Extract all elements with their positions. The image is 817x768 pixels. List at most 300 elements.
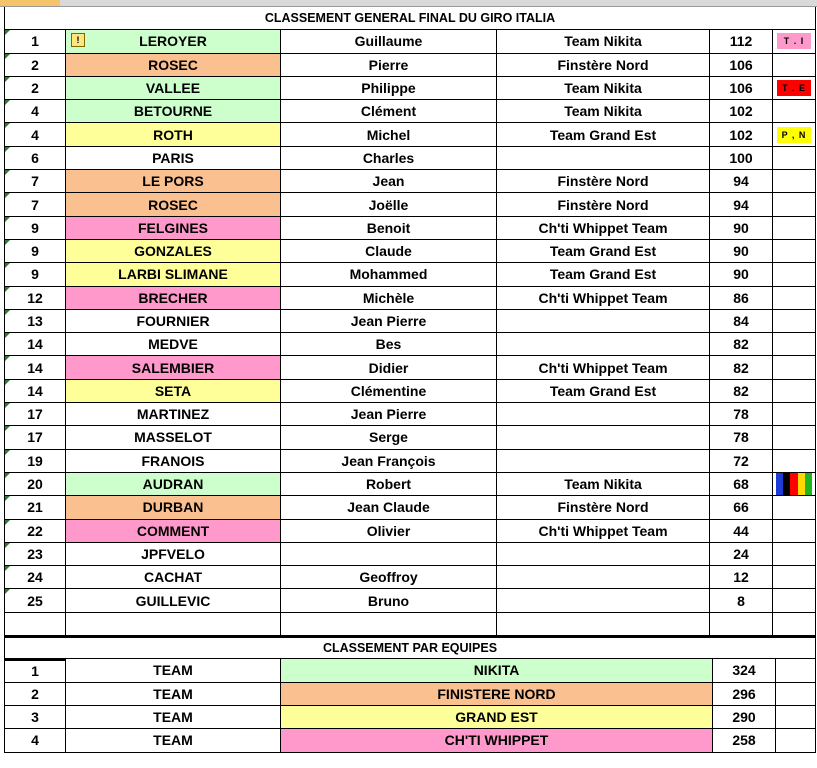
points-cell-text: 12 (733, 569, 749, 586)
rank-cell-text: 2 (31, 56, 39, 73)
firstname-cell-text: Jean Pierre (350, 313, 427, 329)
points-cell-text: 82 (733, 382, 749, 399)
firstname-cell-text: Olivier (366, 522, 411, 539)
cell-comment-marker (5, 380, 10, 385)
team-rank-cell-text: 3 (31, 709, 39, 726)
surname-cell-text: ROSEC (148, 196, 198, 213)
firstname-cell[interactable] (281, 403, 497, 426)
team-empty-cell[interactable] (776, 706, 816, 729)
rank-cell[interactable] (4, 473, 66, 496)
rider-row (4, 263, 816, 286)
cell-comment-marker (5, 333, 10, 338)
team-cell-text: Finstère Nord (557, 56, 649, 73)
team-cell[interactable] (497, 147, 710, 170)
firstname-cell[interactable] (281, 520, 497, 543)
rider-row (4, 543, 816, 566)
firstname-cell-text: Joëlle (368, 196, 409, 213)
rank-cell-text: 4 (31, 126, 39, 143)
team-cell-text: Team Grand Est (549, 266, 657, 283)
cell-comment-marker (5, 193, 10, 198)
rank-cell-text: 24 (27, 569, 43, 586)
empty-cell[interactable] (773, 613, 816, 636)
jersey-cell[interactable] (773, 170, 816, 193)
firstname-cell-text: Guillaume (354, 33, 423, 50)
jersey-cell[interactable] (773, 426, 816, 449)
jersey-cell[interactable] (773, 77, 816, 100)
firstname-cell[interactable] (281, 473, 497, 496)
points-cell-text: 106 (729, 56, 753, 73)
points-cell-text: 94 (733, 173, 749, 190)
surname-cell[interactable] (66, 217, 281, 240)
cell-comment-marker (5, 54, 10, 59)
rank-cell[interactable] (4, 170, 66, 193)
surname-cell-text: MEDVE (148, 336, 198, 353)
rank-cell[interactable] (4, 193, 66, 216)
rainbow-jersey-icon (776, 473, 812, 495)
cell-comment-marker (5, 310, 10, 315)
surname-cell[interactable] (66, 333, 281, 356)
empty-row (4, 613, 816, 636)
surname-cell[interactable] (66, 54, 281, 77)
surname-cell[interactable] (66, 310, 281, 333)
points-cell[interactable] (710, 543, 773, 566)
rank-cell[interactable] (4, 333, 66, 356)
team-rank-cell-text: 1 (31, 663, 39, 680)
firstname-cell-text: Jean Pierre (350, 406, 427, 423)
team-cell[interactable] (497, 100, 710, 123)
firstname-cell[interactable] (281, 589, 497, 612)
empty-cell[interactable] (281, 613, 497, 636)
rider-row (4, 473, 816, 496)
surname-cell[interactable] (66, 589, 281, 612)
points-cell[interactable] (710, 356, 773, 379)
rank-cell[interactable] (4, 263, 66, 286)
rank-cell[interactable] (4, 356, 66, 379)
jersey-cell[interactable] (773, 520, 816, 543)
team-cell[interactable] (497, 287, 710, 310)
surname-cell-text: VALLEE (145, 80, 201, 97)
surname-cell[interactable] (66, 450, 281, 473)
jersey-cell[interactable] (773, 543, 816, 566)
rank-cell[interactable] (4, 450, 66, 473)
surname-cell[interactable] (66, 520, 281, 543)
rider-row (4, 30, 816, 53)
points-cell-text: 100 (729, 149, 753, 166)
team-cell[interactable] (497, 310, 710, 333)
rider-row (4, 333, 816, 356)
firstname-cell[interactable] (281, 566, 497, 589)
team-label-cell[interactable] (66, 729, 281, 752)
firstname-cell[interactable] (281, 310, 497, 333)
surname-cell-text: LE PORS (142, 173, 204, 190)
rider-row (4, 520, 816, 543)
surname-cell-text: DURBAN (142, 499, 204, 516)
points-cell[interactable] (710, 310, 773, 333)
team-points-cell[interactable] (713, 729, 776, 752)
jersey-cell[interactable] (773, 30, 816, 53)
team-cell[interactable] (497, 30, 710, 53)
points-cell-text: 82 (733, 359, 749, 376)
points-cell[interactable] (710, 380, 773, 403)
team-empty-cell[interactable] (776, 729, 816, 752)
team-rank-cell[interactable] (4, 729, 66, 752)
jersey-cell[interactable] (773, 123, 816, 146)
team-cell[interactable] (497, 450, 710, 473)
surname-cell[interactable] (66, 473, 281, 496)
surname-cell-text: LARBI SLIMANE (118, 266, 228, 283)
team-cell-text: Team Nikita (564, 33, 642, 50)
cell-comment-marker (5, 450, 10, 455)
jersey-cell[interactable] (773, 566, 816, 589)
cell-comment-marker (5, 356, 10, 361)
rank-cell[interactable] (4, 426, 66, 449)
firstname-cell[interactable] (281, 380, 497, 403)
jersey-cell[interactable] (773, 356, 816, 379)
points-cell-text: 78 (733, 406, 749, 423)
team-cell-text: Team Nikita (564, 476, 642, 493)
rank-cell-text: 4 (31, 103, 39, 120)
empty-cell[interactable] (4, 613, 66, 636)
firstname-cell[interactable] (281, 54, 497, 77)
points-cell-text: 78 (733, 429, 749, 446)
points-cell[interactable] (710, 217, 773, 240)
rank-cell[interactable] (4, 543, 66, 566)
surname-cell-text: CACHAT (143, 569, 203, 586)
points-cell[interactable] (710, 566, 773, 589)
team-label-cell[interactable] (66, 659, 281, 682)
jersey-cell[interactable] (773, 217, 816, 240)
team-cell[interactable] (497, 520, 710, 543)
firstname-cell-text: Robert (365, 476, 412, 493)
points-cell[interactable] (710, 123, 773, 146)
rank-cell[interactable] (4, 380, 66, 403)
team-points-cell-text: 324 (732, 662, 756, 679)
points-cell[interactable] (710, 450, 773, 473)
rank-cell[interactable] (4, 240, 66, 263)
stripe (805, 473, 812, 495)
rank-cell[interactable] (4, 403, 66, 426)
firstname-cell-text: Clémentine (350, 382, 427, 399)
jersey-cell[interactable] (773, 450, 816, 473)
empty-cell[interactable] (497, 613, 710, 636)
points-cell[interactable] (710, 589, 773, 612)
firstname-cell-text: Pierre (368, 56, 409, 73)
team-rank-cell-text: 4 (31, 732, 39, 749)
rank-cell-text: 9 (31, 219, 39, 236)
jersey-cell[interactable] (773, 380, 816, 403)
surname-cell[interactable] (66, 426, 281, 449)
rank-cell[interactable] (4, 100, 66, 123)
points-cell[interactable] (710, 403, 773, 426)
jersey-cell[interactable] (773, 263, 816, 286)
points-cell-text: 66 (733, 499, 749, 516)
team-name-cell-text: CH'TI WHIPPET (444, 732, 549, 749)
team-rank-cell[interactable] (4, 683, 66, 706)
points-cell[interactable] (710, 496, 773, 519)
team-cell-text: Ch'ti Whippet Team (538, 289, 668, 306)
empty-cell[interactable] (710, 613, 773, 636)
rank-cell[interactable] (4, 496, 66, 519)
points-cell[interactable] (710, 263, 773, 286)
team-cell[interactable] (497, 333, 710, 356)
team-cell[interactable] (497, 54, 710, 77)
team-rank-cell[interactable] (4, 706, 66, 729)
cell-comment-marker (5, 566, 10, 571)
rank-cell-text: 23 (27, 545, 43, 562)
surname-cell[interactable] (66, 356, 281, 379)
firstname-cell[interactable] (281, 100, 497, 123)
cell-comment-marker (5, 403, 10, 408)
rider-row (4, 240, 816, 263)
team-cell-text: Ch'ti Whippet Team (538, 219, 668, 236)
team-empty-cell[interactable] (776, 683, 816, 706)
firstname-cell[interactable] (281, 496, 497, 519)
jersey-cell[interactable] (773, 240, 816, 263)
firstname-cell[interactable] (281, 170, 497, 193)
rank-cell-text: 20 (27, 476, 43, 493)
surname-cell[interactable] (66, 403, 281, 426)
firstname-cell[interactable] (281, 123, 497, 146)
surname-cell[interactable] (66, 263, 281, 286)
team-label-cell[interactable] (66, 683, 281, 706)
surname-cell-text: ROSEC (148, 56, 198, 73)
points-cell-text: 90 (733, 266, 749, 283)
team-cell[interactable] (497, 356, 710, 379)
surname-cell[interactable] (66, 30, 281, 53)
firstname-cell[interactable] (281, 147, 497, 170)
jersey-cell[interactable] (773, 310, 816, 333)
points-cell[interactable] (710, 54, 773, 77)
team-cell[interactable] (497, 263, 710, 286)
firstname-cell-text: Mohammed (349, 266, 428, 283)
team-name-cell[interactable] (281, 729, 713, 752)
team-points-cell-text: 258 (732, 732, 756, 749)
team-label-cell-text: TEAM (153, 709, 193, 726)
team-rank-cell[interactable] (4, 659, 66, 682)
rider-row (4, 310, 816, 333)
cell-comment-marker (5, 217, 10, 222)
rank-cell[interactable] (4, 589, 66, 612)
team-cell[interactable] (497, 426, 710, 449)
jersey-cell[interactable] (773, 589, 816, 612)
firstname-cell[interactable] (281, 333, 497, 356)
team-label-cell-text: TEAM (153, 662, 193, 679)
rank-cell[interactable] (4, 287, 66, 310)
firstname-cell[interactable] (281, 217, 497, 240)
firstname-cell[interactable] (281, 30, 497, 53)
points-cell[interactable] (710, 520, 773, 543)
cell-comment-marker (5, 170, 10, 175)
jersey-cell[interactable] (773, 147, 816, 170)
rider-row (4, 123, 816, 146)
rank-cell[interactable] (4, 520, 66, 543)
rank-cell-text: 7 (31, 196, 39, 213)
rank-cell-text: 14 (27, 359, 43, 376)
surname-cell[interactable] (66, 543, 281, 566)
cell-comment-marker (5, 77, 10, 82)
team-name-cell[interactable] (281, 706, 713, 729)
jersey-badge: P , N (777, 127, 811, 143)
team-label-cell-text: TEAM (153, 732, 193, 749)
surname-cell[interactable] (66, 193, 281, 216)
jersey-cell[interactable] (773, 496, 816, 519)
rank-cell[interactable] (4, 566, 66, 589)
firstname-cell-text: Didier (368, 359, 409, 376)
rank-cell[interactable] (4, 123, 66, 146)
team-cell[interactable] (497, 217, 710, 240)
team-points-cell[interactable] (713, 683, 776, 706)
rank-cell[interactable] (4, 77, 66, 100)
points-cell[interactable] (710, 30, 773, 53)
surname-cell-text: FRANOIS (141, 452, 205, 469)
points-cell[interactable] (710, 77, 773, 100)
surname-cell[interactable] (66, 566, 281, 589)
firstname-cell-text: Michel (366, 126, 411, 143)
jersey-cell[interactable] (773, 403, 816, 426)
cell-comment-marker (5, 123, 10, 128)
cell-comment-marker (5, 30, 10, 35)
team-cell-text: Finstère Nord (557, 173, 649, 190)
rank-cell-text: 14 (27, 382, 43, 399)
points-cell[interactable] (710, 100, 773, 123)
points-cell[interactable] (710, 240, 773, 263)
team-points-cell-text: 296 (732, 685, 756, 702)
points-cell-text: 90 (733, 243, 749, 260)
rank-cell[interactable] (4, 30, 66, 53)
team-points-cell[interactable] (713, 706, 776, 729)
points-cell[interactable] (710, 287, 773, 310)
team-cell[interactable] (497, 589, 710, 612)
rider-row (4, 287, 816, 310)
firstname-cell[interactable] (281, 263, 497, 286)
surname-cell[interactable] (66, 287, 281, 310)
team-cell[interactable] (497, 240, 710, 263)
jersey-cell[interactable] (773, 287, 816, 310)
firstname-cell-text: Michèle (362, 289, 415, 306)
team-points-cell[interactable] (713, 659, 776, 682)
surname-cell-text: GONZALES (134, 243, 212, 260)
jersey-cell[interactable] (773, 333, 816, 356)
team-cell-text: Ch'ti Whippet Team (538, 522, 668, 539)
team-cell-text: Team Nikita (564, 103, 642, 120)
rank-cell-text: 22 (27, 522, 43, 539)
rank-cell-text: 9 (31, 266, 39, 283)
firstname-cell[interactable] (281, 240, 497, 263)
team-empty-cell[interactable] (776, 659, 816, 682)
surname-cell[interactable] (66, 240, 281, 263)
points-cell[interactable] (710, 426, 773, 449)
surname-cell[interactable] (66, 77, 281, 100)
points-cell[interactable] (710, 333, 773, 356)
points-cell[interactable] (710, 193, 773, 216)
team-points-cell-text: 290 (732, 709, 756, 726)
firstname-cell[interactable] (281, 543, 497, 566)
points-cell-text: 90 (733, 219, 749, 236)
team-label-cell[interactable] (66, 706, 281, 729)
stripe (783, 473, 790, 495)
team-name-cell[interactable] (281, 683, 713, 706)
surname-cell-text: MASSELOT (134, 429, 212, 446)
points-cell[interactable] (710, 147, 773, 170)
points-cell-text: 84 (733, 313, 749, 329)
rank-cell[interactable] (4, 147, 66, 170)
firstname-cell[interactable] (281, 77, 497, 100)
cell-comment-marker (5, 426, 10, 431)
firstname-cell[interactable] (281, 356, 497, 379)
rider-row (4, 147, 816, 170)
points-cell[interactable] (710, 473, 773, 496)
rank-cell-text: 13 (27, 313, 43, 329)
warning-diamond-icon[interactable]: ! (71, 33, 85, 47)
team-cell[interactable] (497, 403, 710, 426)
team-cell[interactable] (497, 193, 710, 216)
firstname-cell-text: Bruno (367, 592, 410, 609)
surname-cell-text: SALEMBIER (131, 359, 215, 376)
sheet-title (4, 7, 816, 30)
surname-cell[interactable] (66, 123, 281, 146)
cell-comment-marker (5, 496, 10, 501)
jersey-badge: T . E (777, 80, 811, 96)
points-cell-text: 82 (733, 336, 749, 353)
team-name-cell[interactable] (281, 659, 713, 682)
jersey-cell[interactable] (773, 193, 816, 216)
rank-cell-text: 14 (27, 336, 43, 353)
jersey-cell[interactable] (773, 54, 816, 77)
rider-row (4, 450, 816, 473)
team-cell[interactable] (497, 566, 710, 589)
rank-cell[interactable] (4, 310, 66, 333)
cell-comment-marker (5, 147, 10, 152)
firstname-cell[interactable] (281, 426, 497, 449)
team-cell[interactable] (497, 123, 710, 146)
surname-cell-text: COMMENT (136, 522, 210, 539)
rank-cell-text: 25 (27, 592, 43, 609)
team-cell[interactable] (497, 77, 710, 100)
jersey-cell[interactable] (773, 473, 816, 496)
firstname-cell[interactable] (281, 193, 497, 216)
firstname-cell-text: Claude (365, 243, 412, 260)
rank-cell-text: 9 (31, 243, 39, 260)
empty-cell[interactable] (66, 613, 281, 636)
jersey-cell[interactable] (773, 100, 816, 123)
team-cell[interactable] (497, 473, 710, 496)
surname-cell[interactable] (66, 170, 281, 193)
surname-cell[interactable] (66, 496, 281, 519)
surname-cell[interactable] (66, 380, 281, 403)
surname-cell-text: PARIS (152, 149, 194, 166)
cell-comment-marker (5, 473, 10, 478)
surname-cell-text: SETA (154, 382, 192, 399)
team-cell[interactable] (497, 496, 710, 519)
rank-cell[interactable] (4, 217, 66, 240)
stripe (776, 473, 783, 495)
team-label-cell-text: TEAM (153, 685, 193, 702)
firstname-cell-text: Serge (369, 429, 408, 446)
team-cell[interactable] (497, 543, 710, 566)
team-cell[interactable] (497, 170, 710, 193)
points-cell[interactable] (710, 170, 773, 193)
surname-cell[interactable] (66, 100, 281, 123)
team-row (4, 729, 816, 752)
surname-cell-text: BETOURNE (133, 103, 213, 120)
firstname-cell[interactable] (281, 450, 497, 473)
surname-cell[interactable] (66, 147, 281, 170)
rank-cell[interactable] (4, 54, 66, 77)
rank-cell-text: 2 (31, 80, 39, 97)
team-cell-text: Ch'ti Whippet Team (538, 359, 668, 376)
firstname-cell[interactable] (281, 287, 497, 310)
team-cell[interactable] (497, 380, 710, 403)
